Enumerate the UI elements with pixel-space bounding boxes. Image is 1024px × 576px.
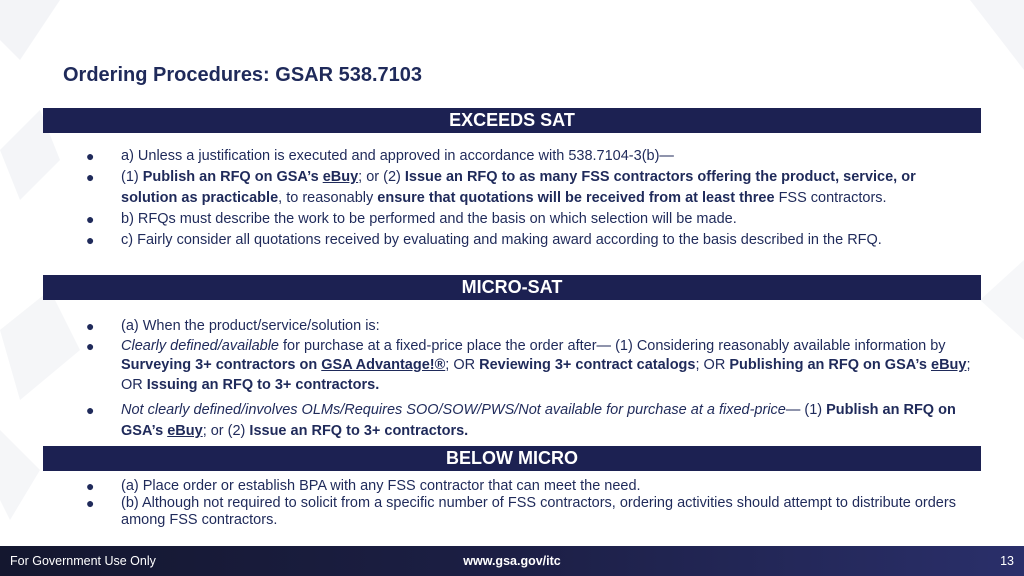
list-item xyxy=(86,495,976,529)
bullet-text: (a) Place order or establish BPA with any FSS contractor that can meet the need. xyxy=(121,478,641,494)
italic-text: Not clearly defined/involves OLMs/Requires SOO/SOW/PWS/Not available for purchase at a fixed-price xyxy=(121,402,786,418)
bullet-text: (a) When the product/service/solution is: xyxy=(121,318,380,334)
text: ; or (2) xyxy=(202,423,250,439)
bold-text: Surveying 3+ contractors on xyxy=(121,357,322,373)
list-item xyxy=(86,478,976,495)
list-item xyxy=(86,146,976,167)
footer-bar xyxy=(0,546,1024,576)
bold-text: Publish an RFQ on GSA’s xyxy=(142,169,323,185)
bold-text: Issuing an RFQ to 3+ contractors. xyxy=(146,376,380,393)
below-micro-header: BELOW MICRO xyxy=(43,446,981,471)
page-number: 13 xyxy=(1000,554,1014,568)
bold-text: Issue an RFQ to as many FSS contractors offering the product, service, or solution as practicable xyxy=(121,169,916,206)
bullet-icon: ● xyxy=(86,211,95,227)
ebuy-link[interactable]: eBuy xyxy=(931,357,967,373)
text: ; OR xyxy=(695,357,730,373)
list-item xyxy=(86,209,976,230)
bullet-text: c) Fairly consider all quotations received by evaluating and making award according to the basis described in the RFQ. xyxy=(121,232,882,248)
below-micro-list xyxy=(86,478,976,529)
text: ; or (2) xyxy=(358,169,405,185)
bold-text: Publish an RFQ on GSA’s xyxy=(121,402,956,439)
text: ; OR xyxy=(121,357,971,393)
text: for purchase at a fixed-price place the order after— (1) Considering reasonably available information by xyxy=(279,337,946,354)
bullet-icon: ● xyxy=(86,495,95,511)
bold-text: Reviewing 3+ contract catalogs xyxy=(479,357,696,373)
italic-text: Clearly defined/available xyxy=(121,337,279,354)
text: FSS contractors. xyxy=(774,190,887,206)
bullet-icon: ● xyxy=(86,318,95,334)
bold-text: ensure that quotations will be received from at least three xyxy=(377,190,775,206)
ebuy-link[interactable]: eBuy xyxy=(167,423,203,439)
exceeds-sat-header: EXCEEDS SAT xyxy=(43,108,981,133)
bullet-icon: ● xyxy=(86,232,95,248)
bullet-icon: ● xyxy=(86,169,95,185)
exceeds-sat-list xyxy=(86,146,976,251)
list-item xyxy=(86,167,976,209)
bold-text: Issue an RFQ to 3+ contractors. xyxy=(249,423,469,439)
bullet-icon: ● xyxy=(86,402,95,418)
list-item xyxy=(86,230,976,251)
micro-sat-header: MICRO-SAT xyxy=(43,275,981,300)
text: (1) xyxy=(121,169,143,185)
bullet-text: (b) Although not required to solicit from a specific number of FSS contractors, ordering activities should attempt to distribute orders among FSS contractors. xyxy=(121,495,956,528)
footer-website-link[interactable]: www.gsa.gov/itc xyxy=(463,554,561,568)
bullet-text: a) Unless a justification is executed and approved in accordance with 538.7104-3(b)— xyxy=(121,148,674,164)
micro-sat-list xyxy=(86,317,976,442)
bullet-text: b) RFQs must describe the work to be performed and the basis on which selection will be made. xyxy=(121,211,737,227)
list-item xyxy=(86,317,976,337)
text: — (1) xyxy=(785,402,827,418)
slide-title: Ordering Procedures: GSAR 538.7103 xyxy=(63,64,423,86)
bold-text: Publishing an RFQ on GSA’s xyxy=(729,357,931,373)
bullet-icon: ● xyxy=(86,148,95,164)
ebuy-link[interactable]: eBuy xyxy=(322,169,359,185)
list-item xyxy=(86,400,976,442)
bullet-icon: ● xyxy=(86,337,95,354)
list-item xyxy=(86,337,976,396)
gsa-advantage-link[interactable]: GSA Advantage!® xyxy=(321,357,446,373)
text: , to reasonably xyxy=(278,190,378,206)
text: ; OR xyxy=(445,357,480,373)
bullet-icon: ● xyxy=(86,478,95,494)
footer-classification: For Government Use Only xyxy=(10,554,156,568)
